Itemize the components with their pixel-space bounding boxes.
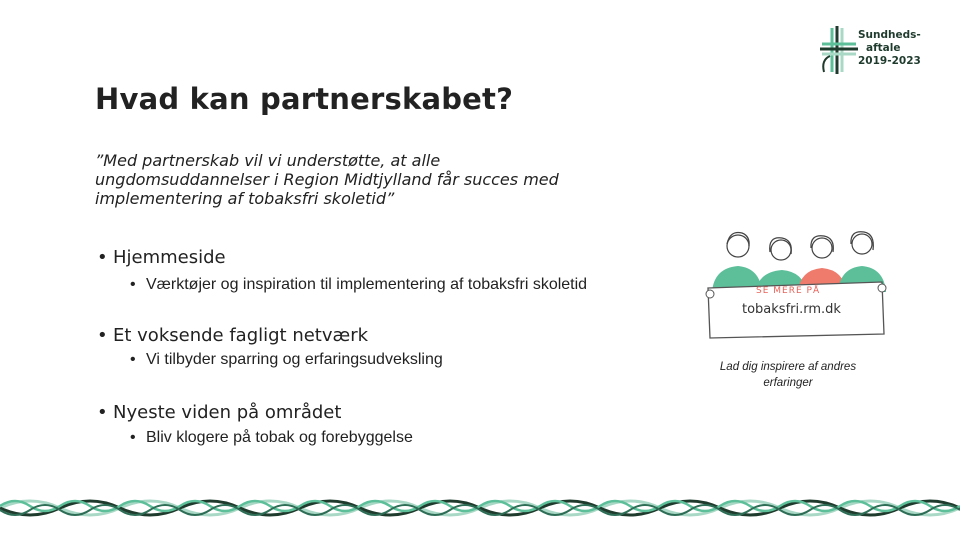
sign-caption: SE MERE PÅ [756,286,821,296]
caption-line-2: erfaringer [763,377,813,389]
sub-bullet-icon: • [130,276,136,293]
sub-bullet-item [130,351,443,369]
sub-bullet-item [130,429,413,447]
logo-line-2: aftale [866,42,901,54]
bullet-icon: • [97,402,108,423]
bullet-item [97,247,226,268]
bullet-text: Hjemmeside [113,247,226,268]
bullet-icon: • [97,247,108,268]
rope-border-decoration [0,491,960,525]
bullet-text: Nyeste viden på området [113,402,342,423]
sub-bullet-icon: • [130,429,136,446]
bullet-icon: • [97,325,108,346]
page-title: Hvad kan partnerskabet? [95,82,514,116]
sub-bullet-item [130,276,587,294]
sub-bullet-icon: • [130,351,136,368]
sundhedsaftale-logo [818,24,928,76]
sub-bullet-text: Værktøjer og inspiration til implementering af tobaksfri skoletid [146,276,588,293]
logo-line-3: 2019-2023 [858,55,921,67]
caption-line-1: Lad dig inspirere af andres [719,361,857,373]
logo-cross-icon [818,24,858,76]
illustration-caption [700,359,876,391]
bullet-item [97,325,368,346]
people-with-sign-illustration [698,222,890,344]
bullet-text: Et voksende fagligt netværk [113,325,369,346]
sub-bullet-text: Bliv klogere på tobak og forebyggelse [146,429,413,446]
sub-bullet-text: Vi tilbyder sparring og erfaringsudveksling [146,351,443,368]
logo-line-1: Sundheds- [858,29,921,41]
quote-line-2: ungdomsuddannelser i Region Midtjylland får succes med [95,170,559,189]
bullet-item [97,402,341,423]
sign-url: tobaksfri.rm.dk [742,302,841,317]
quote-line-1: ”Med partnerskab vil vi understøtte, at alle [95,151,441,170]
quote-line-3: implementering af tobaksfri skoletid” [95,189,395,208]
quote [95,151,655,208]
people-illustration-icon [698,222,890,344]
